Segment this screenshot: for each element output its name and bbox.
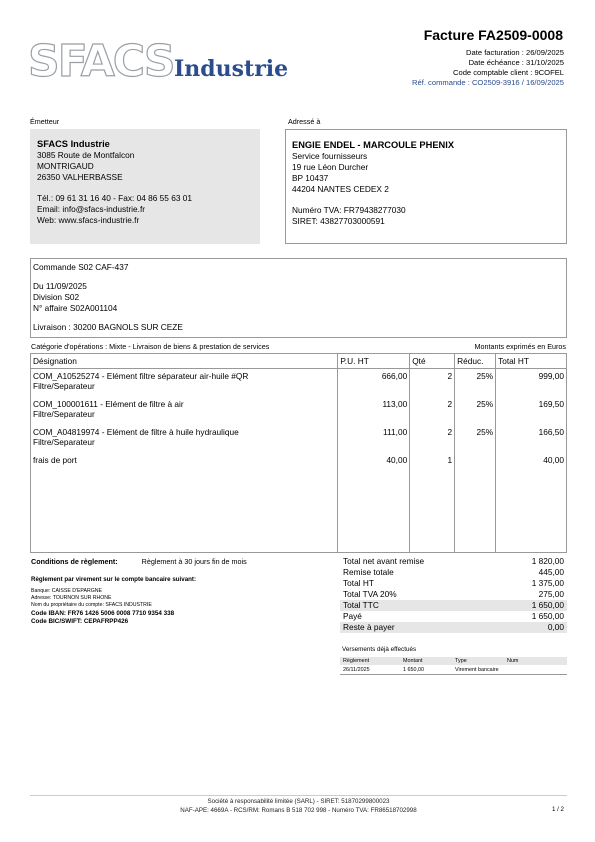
sender-label: Émetteur [30, 117, 60, 126]
meta-line: Code comptable client : 9COFEL [452, 68, 564, 77]
column-header: Qté [410, 354, 455, 369]
total-value: 1 650,00 [531, 611, 564, 621]
column-header: Montant [400, 657, 452, 665]
totals-row [340, 589, 567, 600]
transfer-heading: Règlement par virement sur le compte bancaire suivant: [31, 576, 197, 583]
footer-line: NAF-APE: 4669A - RCS/RM: Romans B 518 702 998 - Numéro TVA: FR86518702998 [180, 807, 417, 814]
item-discount: 25% [455, 369, 496, 397]
item-designation: COM_100001611 - Elément de filtre à air [33, 398, 184, 409]
recipient-siret: SIRET: 43827703000591 [292, 216, 385, 226]
table-row [31, 453, 567, 553]
total-label: Total TTC [340, 600, 498, 611]
recipient-address-line: 19 rue Léon Durcher [292, 162, 369, 172]
table-row [31, 397, 567, 425]
recipient-address-line: BP 10437 [292, 173, 329, 183]
item-unit-price: 666,00 [338, 369, 410, 397]
total-value: 1 820,00 [531, 556, 564, 566]
payment-type: Virement bancaire [452, 665, 504, 675]
total-value: 275,00 [538, 589, 564, 599]
item-designation: COM_A04819974 - Elément de filtre à huile hydraulique [33, 426, 239, 437]
item-quantity: 2 [410, 425, 455, 453]
column-header: P.U. HT [338, 354, 410, 369]
table-row [31, 369, 567, 397]
recipient-vat: Numéro TVA: FR79438277030 [292, 205, 406, 215]
item-subtitle: Filtre/Separateur [33, 436, 95, 447]
recipient-box [285, 129, 567, 244]
order-delivery: Livraison : 30200 BAGNOLS SUR CEZE [33, 322, 183, 332]
item-discount: 25% [455, 425, 496, 453]
total-label: Total TVA 20% [343, 589, 397, 599]
item-quantity: 1 [410, 453, 455, 553]
item-total: 166,50 [496, 425, 567, 453]
bank-bic: Code BIC/SWIFT: CEPAFRPP426 [31, 618, 129, 626]
item-subtitle: Filtre/Separateur [33, 408, 95, 419]
totals-row [340, 600, 567, 611]
sender-box [30, 129, 260, 244]
payment-conditions [31, 557, 247, 566]
meta-line: Date facturation : 26/09/2025 [466, 48, 564, 57]
totals-row [340, 567, 567, 578]
logo-brand: SFACS [28, 36, 174, 82]
sender-address-line: 26350 VALHERBASSE [37, 172, 123, 182]
item-unit-price: 111,00 [338, 425, 410, 453]
recipient-address-line: 44204 NANTES CEDEX 2 [292, 184, 389, 194]
footer [30, 797, 567, 815]
item-total: 169,50 [496, 397, 567, 425]
order-title: Commande S02 CAF-437 [33, 262, 129, 272]
total-label: Remise totale [343, 567, 394, 577]
sender-web: Web: www.sfacs-industrie.fr [37, 215, 140, 225]
recipient-address-line: Service fournisseurs [292, 151, 368, 161]
column-header: Num [504, 657, 567, 665]
total-label: Payé [343, 611, 362, 621]
item-discount [455, 453, 496, 553]
order-reference: Réf. commande : CO2509-3916 / 16/09/2025 [412, 78, 564, 87]
payment-row [340, 665, 567, 675]
totals-row [340, 578, 567, 589]
item-quantity: 2 [410, 397, 455, 425]
conditions-label: Conditions de règlement: [31, 557, 118, 566]
order-line: Division S02 [33, 292, 80, 302]
bank-line: Adresse: TOURNON SUR RHONE [31, 595, 112, 602]
total-value: 1 650,00 [498, 600, 567, 611]
items-table [30, 353, 567, 553]
meta-line: Date échéance : 31/10/2025 [468, 58, 564, 67]
table-header-row [31, 354, 567, 369]
currency-note: Montants exprimés en Euros [474, 342, 566, 351]
page-number: 1 / 2 [551, 806, 564, 813]
footer-line: Société à responsabilité limitée (SARL) - SIRET: 51870299800023 [207, 798, 390, 805]
total-label: Total net avant remise [343, 556, 425, 566]
item-designation: COM_A10525274 - Elément filtre séparateur air-huile #QR [33, 371, 249, 381]
payments-table [340, 657, 567, 675]
totals-table [340, 556, 567, 633]
item-quantity: 2 [410, 369, 455, 397]
totals-row [340, 611, 567, 622]
column-header: Désignation [31, 354, 338, 369]
operation-category: Catégorie d'opérations : Mixte - Livraison de biens & prestation de services [31, 342, 270, 351]
order-line: N° affaire S02A001104 [33, 303, 118, 313]
sender-address-line: 3085 Route de Montfalcon [37, 150, 135, 160]
conditions-value: Règlement à 30 jours fin de mois [141, 557, 247, 566]
column-header: Type [452, 657, 504, 665]
sender-name: SFACS Industrie [37, 139, 110, 149]
totals-row [340, 622, 567, 633]
payment-amount: 1 650,00 [400, 665, 452, 675]
bank-iban: Code IBAN: FR76 1426 5006 0008 7710 9354 338 [31, 609, 175, 617]
recipient-name: ENGIE ENDEL - MARCOULE PHENIX [292, 140, 455, 150]
total-label: Reste à payer [340, 622, 498, 633]
payments-heading: Versements déjà effectués [342, 646, 417, 653]
item-unit-price: 40,00 [338, 453, 410, 553]
sender-address-line: MONTRIGAUD [37, 161, 94, 171]
item-discount: 25% [455, 397, 496, 425]
company-logo [28, 36, 288, 82]
order-box [30, 258, 567, 338]
item-unit-price: 113,00 [338, 397, 410, 425]
logo-suffix: Industrie [174, 56, 288, 82]
sender-email: Email: info@sfacs-industrie.fr [37, 204, 146, 214]
column-header: Règlement [340, 657, 400, 665]
bank-details [31, 588, 174, 627]
invoice-meta [412, 48, 564, 88]
total-label: Total HT [343, 578, 374, 588]
totals-row [340, 556, 567, 567]
sender-phone: Tél.: 09 61 31 16 40 - Fax: 04 86 55 63 01 [37, 193, 192, 203]
payments-header-row [340, 657, 567, 665]
payment-num [504, 665, 567, 675]
total-value: 445,00 [538, 567, 564, 577]
bank-line: Banque: CAISSE D'EPARGNE [31, 588, 102, 594]
item-total: 40,00 [496, 453, 567, 553]
invoice-title: Facture FA2509-0008 [423, 27, 563, 43]
total-value: 0,00 [498, 622, 567, 633]
recipient-label: Adressé à [288, 117, 321, 126]
item-total: 999,00 [496, 369, 567, 397]
column-header: Réduc. [455, 354, 496, 369]
total-value: 1 375,00 [531, 578, 564, 588]
table-row [31, 425, 567, 453]
order-line: Du 11/09/2025 [33, 281, 87, 291]
item-subtitle: Filtre/Separateur [33, 381, 95, 391]
payment-date: 26/11/2025 [340, 665, 400, 675]
column-header: Total HT [496, 354, 567, 369]
item-designation: frais de port [33, 454, 77, 465]
footer-divider [30, 795, 567, 796]
bank-line: Nom du propriétaire du compte: SFACS INDUSTRIE [31, 602, 152, 609]
